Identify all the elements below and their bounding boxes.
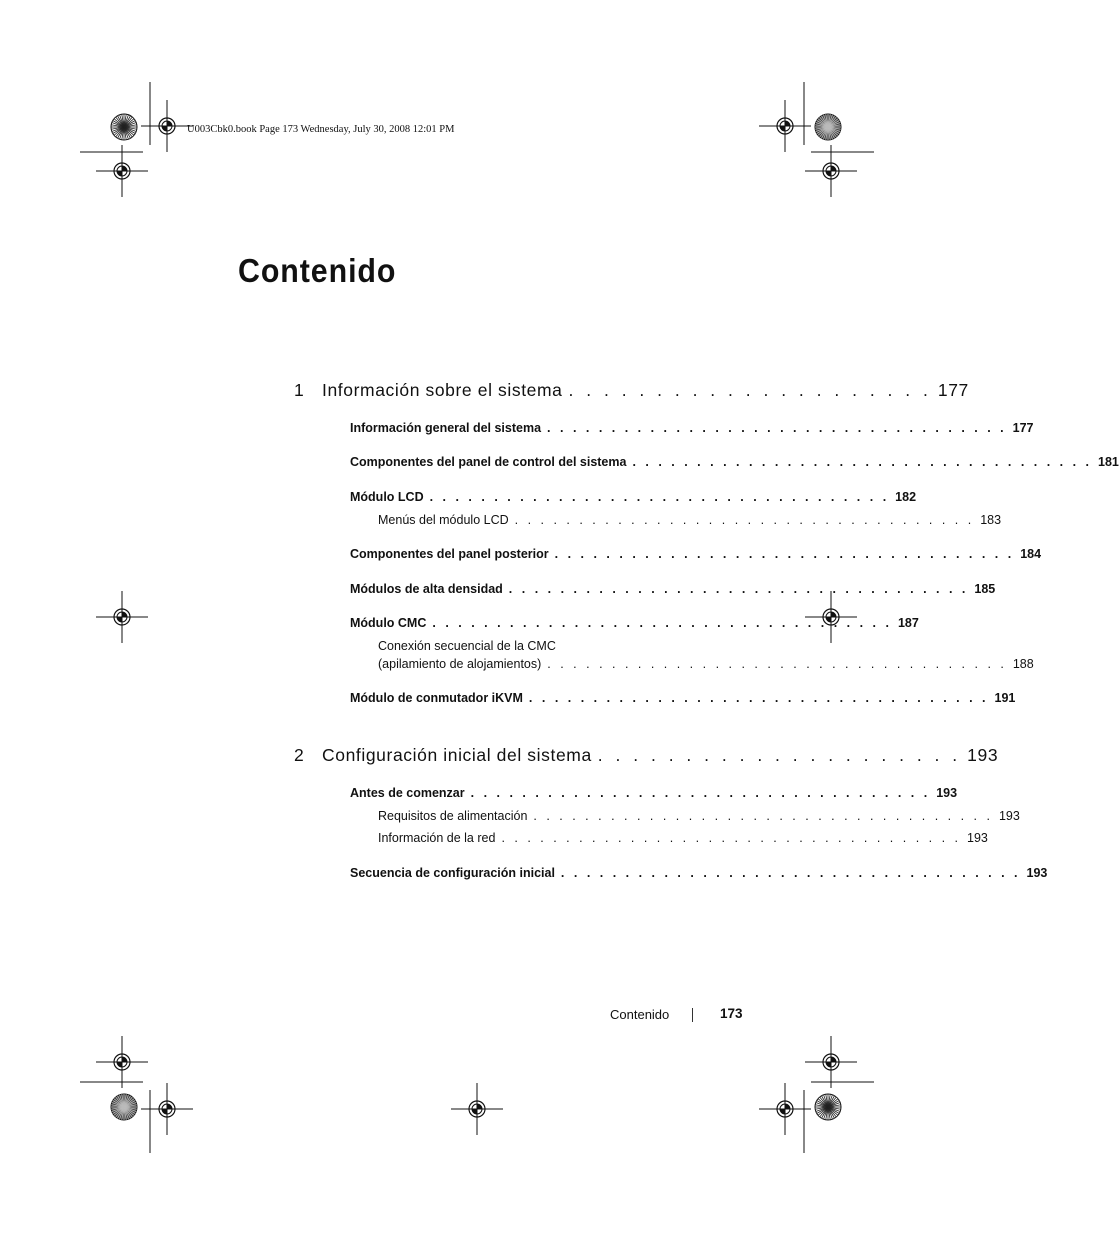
entry-page: 177 <box>1012 421 1034 435</box>
registration-target-icon <box>759 100 811 152</box>
dot-leader: . . . . . . . . . . . . . . . . . . . . . . . . . . . . . . . . . . . . <box>554 547 1015 561</box>
entry-title: Información de la red <box>378 831 496 845</box>
dot-leader: . . . . . . . . . . . . . . . . . . . . . . . . . . . . . . . . . . . . <box>508 582 969 596</box>
toc-entry[interactable] <box>350 455 1119 469</box>
dot-leader: . . . . . . . . . . . . . . . . . . . . . . . . . . . . . . . . . . . . <box>528 691 989 705</box>
footer-section-label: Contenido <box>610 1007 670 1022</box>
entry-title: Información general del sistema <box>350 421 542 435</box>
entry-page: 193 <box>967 831 988 845</box>
entry-page: 183 <box>980 513 1002 527</box>
registration-target-icon <box>141 1083 193 1135</box>
registration-starburst-icon <box>111 114 137 140</box>
dot-leader: . . . . . . . . . . . . . . . . . . . . . . . . . . . . . . . . . . . . <box>429 490 890 504</box>
entry-page: 181 <box>1098 455 1119 469</box>
toc-subentry[interactable] <box>378 831 988 845</box>
registration-target-icon <box>805 1036 857 1088</box>
dot-leader: . . . . . . . . . . . . . . . . . . . . . . . . . . . . . . . . . . . . <box>547 657 1007 671</box>
entry-page: 193 <box>936 786 958 800</box>
entry-title: Módulos de alta densidad <box>350 582 503 596</box>
entry-page: 191 <box>994 691 1016 705</box>
toc-entry[interactable] <box>350 786 958 800</box>
registration-target-icon <box>96 1036 148 1088</box>
dot-leader: . . . . . . . . . . . . . . . . . . . . . . . . . . . . . . . . . . . . <box>470 786 931 800</box>
dot-leader: . . . . . . . . . . . . . . . . . . . . . . . . . . . . . . . . . . . . <box>632 455 1093 469</box>
registration-target-icon <box>96 591 148 643</box>
dot-leader: . . . . . . . . . . . . . . . . . . . . . . . . . . . . . . . . . . . . <box>547 421 1007 435</box>
toc-subentry[interactable] <box>378 513 1002 527</box>
toc-subentry[interactable] <box>378 809 1020 823</box>
registration-target-icon <box>141 100 193 152</box>
dot-leader: . . . . . . . . . . . . . . . . . . . . . . . . . . . . . . . . . . . . <box>560 866 1021 880</box>
entry-page: 182 <box>895 490 917 504</box>
toc-entry[interactable] <box>350 616 919 630</box>
entry-title: Módulo LCD <box>350 490 424 504</box>
registration-target-icon <box>451 1083 503 1135</box>
registration-target-icon <box>805 145 857 197</box>
chapter-page: 193 <box>967 745 999 765</box>
entry-title: Módulo de conmutador iKVM <box>350 691 523 705</box>
dot-leader: . . . . . . . . . . . . . . . . . . . . . <box>568 380 932 400</box>
entry-page: 187 <box>897 616 919 630</box>
dot-leader: . . . . . . . . . . . . . . . . . . . . . . . . . . . . . . . . . . . . <box>501 831 962 845</box>
registration-target-icon <box>759 1083 811 1135</box>
toc-subentry[interactable] <box>378 657 1034 671</box>
dot-leader: . . . . . . . . . . . . . . . . . . . . . . . . . . . . . . . . . . . . <box>432 616 892 630</box>
entry-title: Antes de comenzar <box>350 786 465 800</box>
registration-starburst-icon <box>111 1094 137 1120</box>
entry-title: (apilamiento de alojamientos) <box>378 657 542 671</box>
entry-title: Requisitos de alimentación <box>378 809 528 823</box>
chapter-number: 1 <box>294 380 305 400</box>
entry-title: Secuencia de configuración inicial <box>350 866 555 880</box>
entry-page: 188 <box>1012 657 1034 671</box>
toc-subentry-line1: Conexión secuencial de la CMC <box>378 639 556 653</box>
chapter-title: Información sobre el sistema <box>322 380 563 400</box>
entry-title: Menús del módulo LCD <box>378 513 509 527</box>
toc-entry[interactable] <box>350 691 1016 705</box>
footer-separator <box>692 1008 693 1022</box>
entry-page: 185 <box>974 582 996 596</box>
page-title: Contenido <box>238 252 397 289</box>
chapter-number: 2 <box>294 745 305 765</box>
entry-title: Componentes del panel posterior <box>350 547 549 561</box>
dot-leader: . . . . . . . . . . . . . . . . . . . . . . . . . . . . . . . . . . . . <box>533 809 993 823</box>
chapter-title: Configuración inicial del sistema <box>322 745 592 765</box>
toc-entry[interactable] <box>350 866 1048 880</box>
entry-title: Módulo CMC <box>350 616 427 630</box>
dot-leader: . . . . . . . . . . . . . . . . . . . . . . . . . . . . . . . . . . . . <box>514 513 975 527</box>
registration-starburst-icon <box>815 1094 841 1120</box>
toc-entry[interactable] <box>350 582 996 596</box>
toc-entry[interactable] <box>350 421 1034 435</box>
toc-chapter-2[interactable] <box>294 745 999 766</box>
dot-leader: . . . . . . . . . . . . . . . . . . . . . <box>597 745 962 765</box>
chapter-page: 177 <box>937 380 969 400</box>
toc-chapter-1[interactable] <box>294 380 969 401</box>
toc-entry[interactable] <box>350 547 1042 561</box>
registration-starburst-icon <box>815 114 841 140</box>
entry-page: 184 <box>1020 547 1042 561</box>
entry-page: 193 <box>998 809 1020 823</box>
entry-title: Componentes del panel de control del sistema <box>350 455 627 469</box>
toc-entry[interactable] <box>350 490 917 504</box>
entry-page: 193 <box>1026 866 1048 880</box>
print-slug: U003Cbk0.book Page 173 Wednesday, July 30, 2008 12:01 PM <box>187 124 455 135</box>
registration-target-icon <box>96 145 148 197</box>
footer-page-number: 173 <box>720 1006 743 1021</box>
